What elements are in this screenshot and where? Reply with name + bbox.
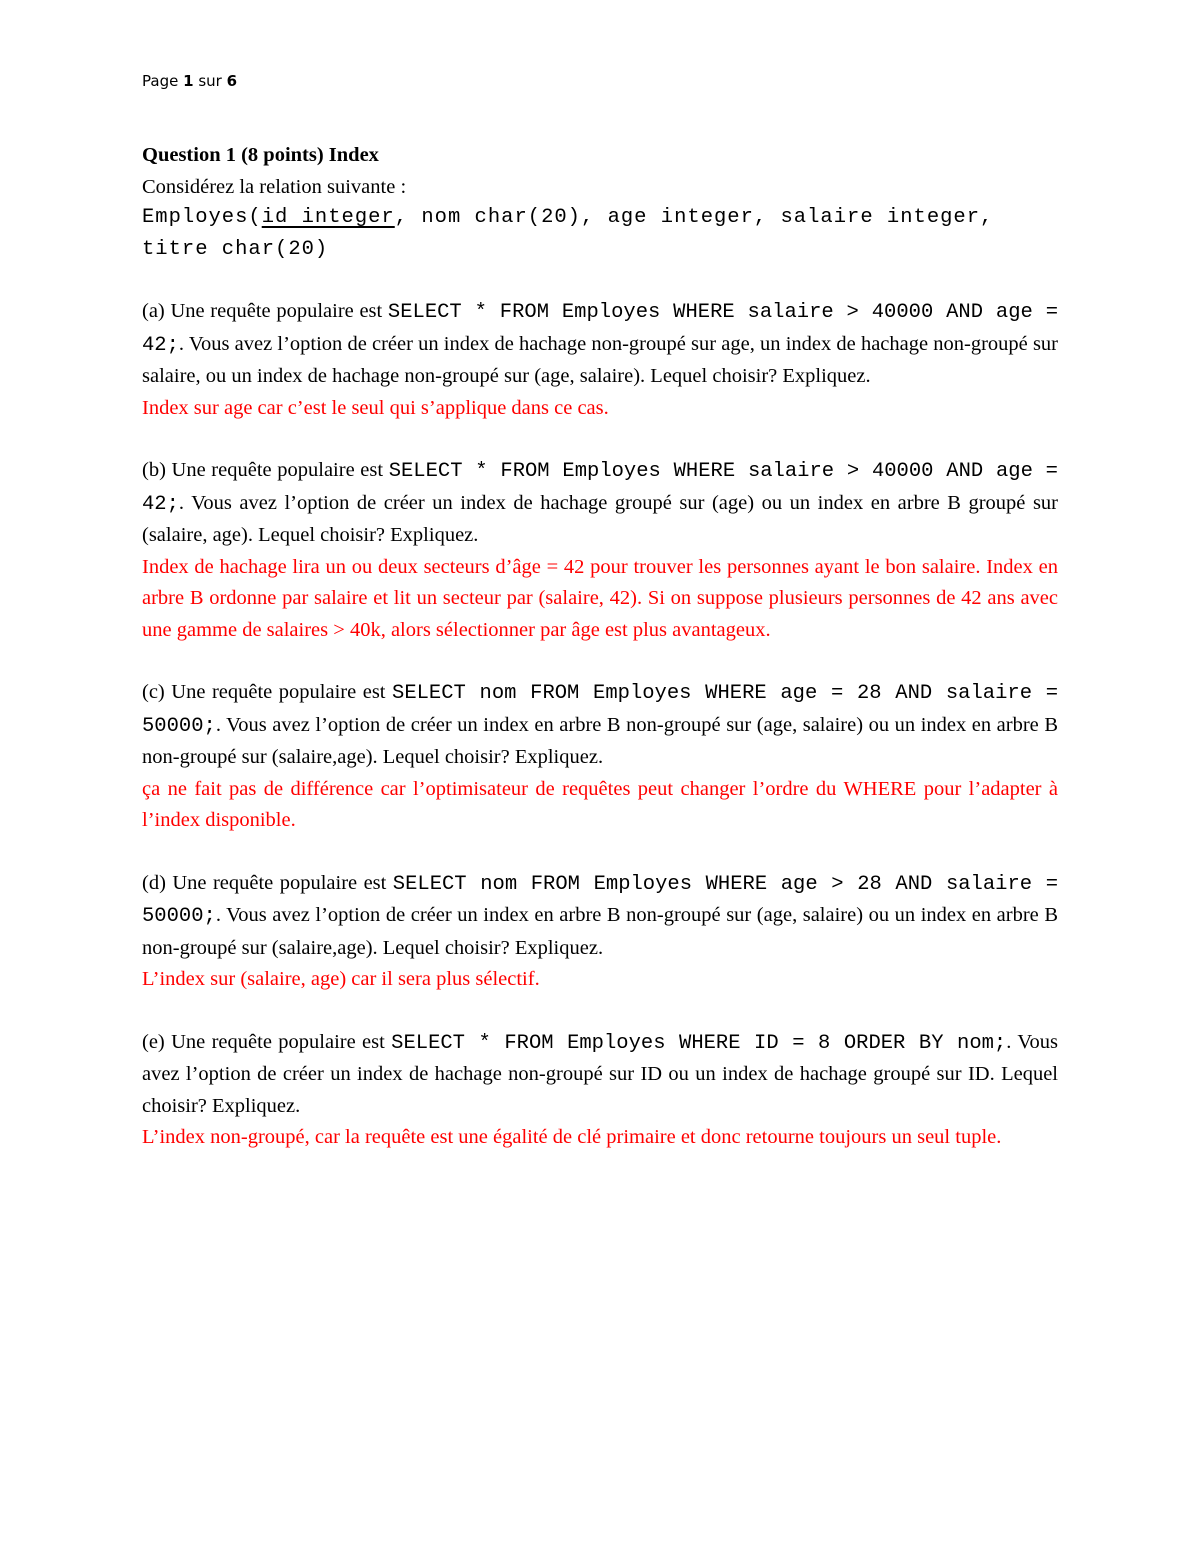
- part-lead: (d) Une requête populaire est: [142, 871, 393, 894]
- part-tail: . Vous avez l’option de créer un index en arbre B non-groupé sur (age, salaire) ou un index en arbre B non-groupé sur (salaire,age). Lequel choisir? Expliquez.: [142, 713, 1058, 768]
- part-question: [142, 868, 1058, 965]
- schema-primary-key: id integer: [261, 206, 395, 229]
- part-tail: . Vous avez l’option de créer un index en arbre B non-groupé sur (age, salaire) ou un index en arbre B non-groupé sur (salaire,age). Lequel choisir? Expliquez.: [142, 904, 1058, 959]
- page-current: 1: [183, 72, 194, 90]
- part-answer: Index sur age car c’est le seul qui s’applique dans ce cas.: [142, 396, 609, 419]
- document-body: [142, 140, 1058, 1154]
- part-a: [142, 296, 1058, 424]
- question-title: Question 1 (8 points) Index: [142, 144, 379, 166]
- part-question: [142, 1027, 1058, 1123]
- part-question: [142, 296, 1058, 393]
- part-question: [142, 677, 1058, 774]
- relation-schema: [142, 202, 1058, 265]
- part-tail: . Vous avez l’option de créer un index de hachage groupé sur (age) ou un index en arbre B groupé sur (salaire, age). Lequel choisir? Expliquez.: [142, 491, 1058, 546]
- page-sep: sur: [198, 72, 222, 90]
- part-lead: (c) Une requête populaire est: [142, 681, 393, 703]
- part-d: [142, 868, 1058, 996]
- schema-line2: titre char(20): [142, 237, 329, 261]
- part-lead: (e) Une requête populaire est: [142, 1030, 392, 1053]
- question-intro: Considérez la relation suivante :: [142, 175, 407, 198]
- part-tail: . Vous avez l’option de créer un index de hachage non-groupé sur ID ou un index de hachage groupé sur ID. Lequel choisir? Expliquez.: [142, 1030, 1058, 1117]
- part-lead: (a) Une requête populaire est: [142, 300, 388, 322]
- sql-query: SELECT * FROM Employes WHERE salaire > 40000 AND age = 42;: [142, 460, 1058, 516]
- part-question: [142, 455, 1058, 552]
- part-answer: ça ne fait pas de différence car l’optimisateur de requêtes peut changer l’ordre du WHERE pour l’adapter à l’index disponible.: [142, 777, 1058, 831]
- schema-rest: , nom char(20), age integer, salaire integer,: [394, 206, 994, 229]
- part-answer: L’index sur (salaire, age) car il sera plus sélectif.: [142, 968, 540, 990]
- sql-query: SELECT nom FROM Employes WHERE age = 28 AND salaire = 50000;: [142, 682, 1058, 738]
- part-answer: Index de hachage lira un ou deux secteurs d’âge = 42 pour trouver les personnes ayant le bon salaire. Index en arbre B ordonne par salaire et lit un secteur par (salaire, 42). Si on suppose plusieurs personnes de 42 ans avec une gamme de salaires > 40k, alors sélectionner par âge est plus avantageux.: [142, 555, 1058, 641]
- page-number-header: [142, 72, 237, 90]
- page-label: Page: [142, 72, 179, 90]
- sql-query: SELECT * FROM Employes WHERE salaire > 40000 AND age = 42;: [142, 301, 1058, 357]
- part-c: [142, 677, 1058, 837]
- part-b: [142, 455, 1058, 646]
- part-tail: . Vous avez l’option de créer un index de hachage non-groupé sur age, un index de hachage non-groupé sur salaire, ou un index de hachage non-groupé sur (age, salaire). Lequel choisir? Expliquez.: [142, 332, 1058, 387]
- part-answer: L’index non-groupé, car la requête est une égalité de clé primaire et donc retourne toujours un seul tuple.: [142, 1126, 1002, 1148]
- page-total: 6: [226, 72, 238, 90]
- sql-query: SELECT nom FROM Employes WHERE age > 28 AND salaire = 50000;: [142, 872, 1058, 928]
- part-e: [142, 1027, 1058, 1154]
- sql-query: SELECT * FROM Employes WHERE ID = 8 ORDER BY nom;: [391, 1031, 1007, 1055]
- schema-prefix: Employes(: [142, 206, 262, 229]
- part-lead: (b) Une requête populaire est: [142, 459, 389, 481]
